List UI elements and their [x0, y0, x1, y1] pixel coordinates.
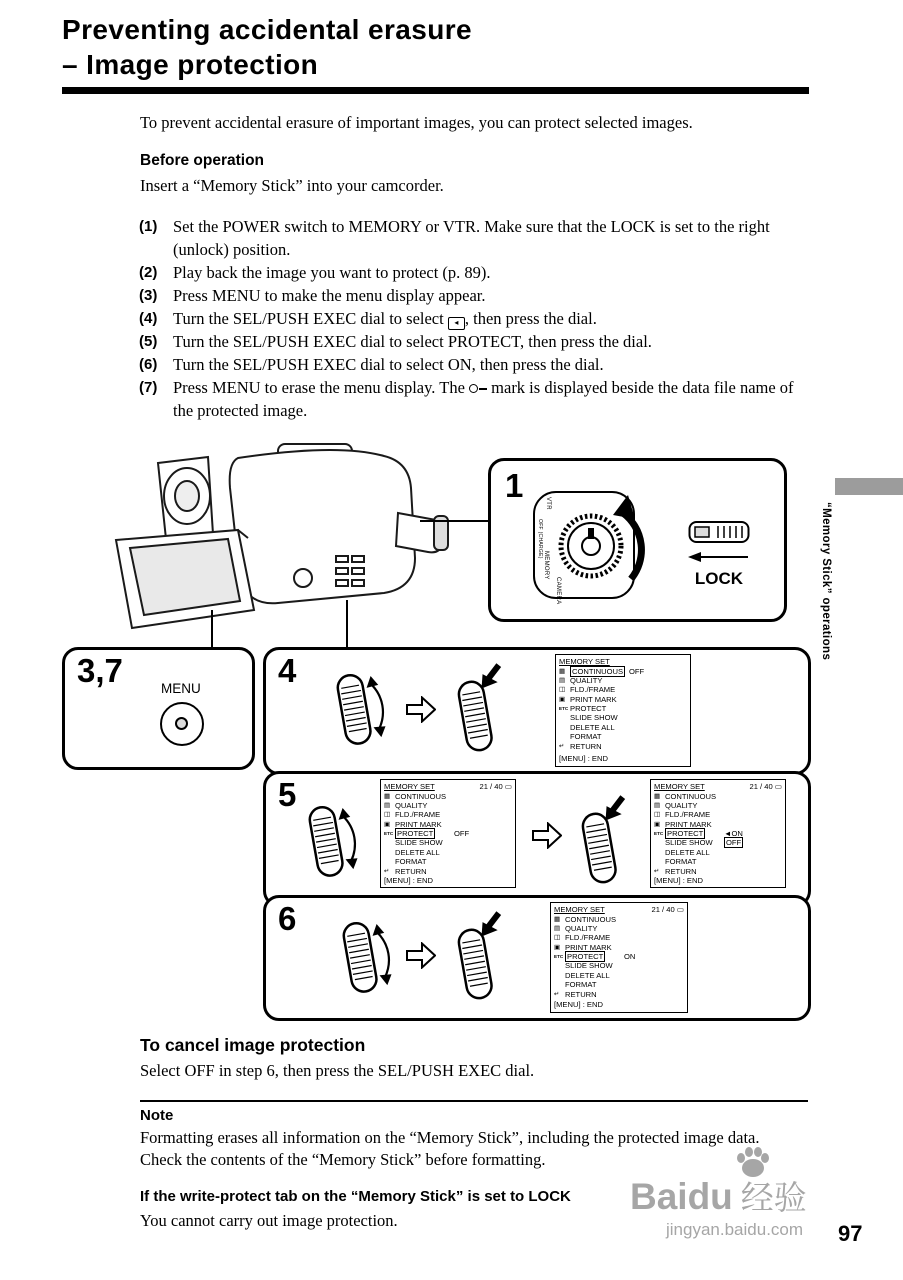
menu-item [570, 667, 627, 677]
step-number: (6) [139, 356, 158, 373]
menu-item [565, 961, 622, 971]
figure-box-3-7 [62, 647, 255, 770]
menu-row [554, 990, 684, 999]
menu-item-label: RETURN [395, 866, 427, 876]
figure-number-3-7: 3,7 [77, 652, 123, 689]
menu-item-label: RETURN [565, 989, 597, 999]
menu-screen-5-before [380, 779, 516, 888]
quality-icon: ▤ [384, 801, 391, 809]
baidu-brand [630, 1172, 807, 1219]
menu-item [665, 792, 722, 802]
return-icon: ↵ [384, 867, 390, 875]
sel-push-exec-dial-press-icon [574, 790, 645, 890]
step-number: (2) [139, 264, 158, 281]
menu-item-label: QUALITY [395, 800, 428, 810]
menu-item-label: CONTINUOUS [665, 791, 717, 801]
figure-box-1 [488, 458, 787, 622]
menu-screen-4 [555, 654, 691, 767]
menu-item-label: PRINT MARK [665, 819, 712, 829]
menu-item [570, 713, 627, 723]
menu-item-label: RETURN [570, 741, 602, 751]
image-counter: 21 / 40 ▭ [479, 782, 512, 791]
menu-item [665, 838, 722, 848]
next-step-arrow-icon [406, 942, 436, 969]
menu-item [570, 685, 627, 695]
menu-item-label: FLD./FRAME [665, 810, 711, 820]
menu-item-label: PROTECT [397, 829, 434, 839]
menu-row [654, 810, 782, 819]
screen-title: MEMORY SET [559, 657, 610, 666]
menu-row [654, 839, 782, 848]
cancel-protection-text: Select OFF in step 6, then press the SEL/PUSH EXEC dial. [140, 1061, 535, 1080]
menu-item [395, 848, 452, 858]
menu-item-label: QUALITY [565, 923, 598, 933]
lock-switch-icon [688, 519, 750, 545]
title-rule [62, 87, 809, 94]
menu-item [565, 933, 622, 943]
menu-item-label: SLIDE SHOW [570, 713, 618, 723]
step-text: Press MENU to make the menu display appear. [173, 286, 486, 305]
menu-item-label: FORMAT [565, 980, 597, 990]
menu-item-label: QUALITY [570, 675, 603, 685]
menu-item [565, 990, 622, 1000]
menu-item-value-cell [454, 829, 469, 839]
step-item [139, 261, 807, 284]
etc-icon: ETC [384, 831, 394, 837]
note-text: Formatting erases all information on the “Memory Stick”, including the protected image data. Check the contents of the “Memory Stick” before formatting. [140, 1128, 760, 1169]
menu-item [395, 801, 452, 811]
print-mark-icon: ▣ [559, 695, 566, 703]
screen-header [384, 782, 512, 792]
menu-item-label: FORMAT [395, 857, 427, 867]
menu-item-label: FORMAT [665, 857, 697, 867]
write-protect-text: You cannot carry out image protection. [140, 1211, 398, 1230]
menu-button [160, 702, 204, 746]
step-text: Set the POWER switch to MEMORY or VTR. Make sure that the LOCK is set to the right (unlock) position. [173, 217, 770, 259]
quality-icon: ▤ [554, 924, 561, 932]
step-item [139, 330, 807, 353]
menu-item [665, 848, 722, 858]
menu-row [384, 792, 512, 801]
menu-item [395, 857, 452, 867]
menu-item-value-cell [724, 838, 743, 848]
menu-item-label: PRINT MARK [395, 819, 442, 829]
note-divider [140, 1100, 808, 1102]
menu-row [554, 933, 684, 942]
power-label-vtr: VTR [545, 497, 551, 510]
figures-area [0, 430, 903, 1030]
screen-title: MEMORY SET [384, 782, 435, 791]
lock-label: LOCK [694, 569, 744, 588]
step-item [139, 307, 807, 330]
figure-number-1: 1 [505, 467, 524, 504]
menu-row [654, 801, 782, 810]
menu-row [559, 742, 687, 751]
etc-icon: ETC [559, 706, 569, 712]
step-text: Play back the image you want to protect (p. 89). [173, 263, 491, 282]
menu-item [665, 801, 722, 811]
menu-item-value: ON [624, 952, 636, 962]
menu-row [654, 792, 782, 801]
quality-icon: ▤ [654, 801, 661, 809]
page-title-line2: – Image protection [62, 49, 319, 80]
menu-item [565, 915, 622, 925]
menu-item [570, 723, 627, 733]
menu-item [570, 676, 627, 686]
note-heading: Note [140, 1107, 174, 1124]
power-label-off-charge: OFF (CHARGE) [537, 519, 543, 559]
step-item [139, 284, 807, 307]
screen-title: MEMORY SET [554, 905, 605, 914]
baidu-watermark-url: jingyan.baidu.com [666, 1220, 804, 1239]
step-item [139, 376, 807, 422]
menu-item-label: SLIDE SHOW [395, 838, 443, 848]
menu-item-label: PROTECT [667, 829, 704, 839]
step-text: Press MENU to erase the menu display. The mark is displayed beside the data file name of the protected image. [173, 378, 794, 420]
chapter-tab-bar [835, 478, 903, 495]
steps-list [139, 215, 807, 422]
figure-box-4 [263, 647, 811, 775]
menu-item-value-cell [624, 952, 635, 962]
step-item [139, 353, 807, 376]
menu-item [665, 857, 722, 867]
image-counter: 21 / 40 ▭ [651, 905, 684, 914]
menu-item [665, 867, 722, 877]
lock-switch-unit [687, 519, 751, 589]
menu-row [554, 962, 684, 971]
menu-row [559, 695, 687, 704]
menu-item-value: OFF [726, 838, 742, 848]
menu-row [554, 980, 684, 989]
menu-item-label: PRINT MARK [570, 694, 617, 704]
step-number: (5) [139, 333, 158, 350]
page-title [62, 12, 822, 82]
menu-item-value: OFF [454, 829, 470, 839]
figure-box-5 [263, 771, 811, 907]
fld-frame-icon: ◫ [554, 934, 561, 942]
continuous-icon: ▦ [559, 667, 566, 675]
print-mark-icon: ▣ [384, 820, 391, 828]
chapter-sidebar-text: “Memory Stick” operations [820, 502, 832, 661]
connector-line-box37 [211, 610, 213, 647]
step-number: (3) [139, 287, 158, 304]
etc-icon: ETC [654, 831, 664, 837]
screen-footer: [MENU] : END [559, 754, 608, 764]
screen-footer: [MENU] : END [554, 1000, 603, 1010]
power-label-memory: MEMORY [543, 551, 549, 580]
screen-footer: [MENU] : END [384, 876, 433, 886]
screen-header [554, 905, 684, 915]
menu-item-label: SLIDE SHOW [565, 961, 613, 971]
protect-mark-key-icon [469, 384, 487, 394]
menu-item-label: DELETE ALL [395, 847, 440, 857]
etc-icon: ETC [554, 954, 564, 960]
menu-row [559, 676, 687, 685]
step-number: (7) [139, 379, 158, 396]
menu-item [570, 742, 627, 752]
menu-item [665, 810, 722, 820]
sel-push-exec-dial-press-icon [450, 658, 521, 758]
menu-row [554, 952, 684, 961]
menu-row [654, 857, 782, 866]
lock-direction-arrow-icon [688, 551, 750, 563]
sel-push-exec-dial-turn-icon [330, 659, 393, 758]
sel-push-exec-dial-turn-icon [302, 791, 365, 890]
print-mark-icon: ▣ [654, 820, 661, 828]
menu-screen-5-after [650, 779, 786, 888]
image-counter: 21 / 40 ▭ [749, 782, 782, 791]
figure-number-4: 4 [278, 652, 297, 689]
step-item [139, 215, 807, 261]
next-step-arrow-icon [406, 696, 436, 723]
next-step-arrow-icon [532, 822, 562, 849]
connector-line-box1 [420, 520, 488, 522]
menu-item-label: DELETE ALL [565, 970, 610, 980]
menu-item [395, 867, 452, 877]
menu-item-label: RETURN [665, 866, 697, 876]
menu-row [384, 857, 512, 866]
menu-item-label: DELETE ALL [665, 847, 710, 857]
step-text: Turn the SEL/PUSH EXEC dial to select ◂ , then press the dial. [173, 309, 597, 328]
sel-push-exec-dial-turn-icon [336, 907, 399, 1006]
write-protect-heading: If the write-protect tab on the “Memory Stick” is set to LOCK [140, 1188, 571, 1205]
menu-item [665, 829, 722, 839]
print-mark-icon: ▣ [554, 943, 561, 951]
menu-item-label: FLD./FRAME [395, 810, 441, 820]
menu-row [384, 810, 512, 819]
menu-item-label: PROTECT [570, 704, 607, 714]
menu-item-label: CONTINUOUS [565, 914, 617, 924]
fld-frame-icon: ◫ [654, 811, 661, 819]
menu-row [384, 867, 512, 876]
menu-item-label: PRINT MARK [565, 942, 612, 952]
menu-item-value: ◄ON [724, 829, 743, 839]
connector-line-box4 [346, 600, 348, 647]
power-switch-unit [531, 489, 649, 603]
return-icon: ↵ [554, 990, 560, 998]
page-title-line1: Preventing accidental erasure [62, 14, 472, 45]
cancel-protection-heading: To cancel image protection [140, 1035, 366, 1055]
camcorder-illustration [88, 438, 466, 650]
menu-item [395, 838, 452, 848]
baidu-brand-en: Baidu [630, 1176, 733, 1217]
menu-item-label: DELETE ALL [570, 722, 615, 732]
menu-item [395, 792, 452, 802]
menu-item [565, 971, 622, 981]
figure-number-5: 5 [278, 776, 297, 813]
menu-item [565, 980, 622, 990]
menu-row [559, 723, 687, 732]
before-operation-heading: Before operation [140, 152, 265, 169]
menu-item [570, 695, 627, 705]
fld-frame-icon: ◫ [559, 686, 566, 694]
power-label-camera: CAMERA [555, 577, 561, 605]
menu-item [395, 829, 452, 839]
menu-item-label: CONTINUOUS [572, 666, 624, 676]
page-number: 97 [838, 1221, 863, 1246]
screen-footer: [MENU] : END [654, 876, 703, 886]
menu-item [395, 810, 452, 820]
screen-title: MEMORY SET [654, 782, 705, 791]
menu-row [559, 704, 687, 713]
menu-row [554, 915, 684, 924]
menu-row [384, 848, 512, 857]
menu-item-label: QUALITY [665, 800, 698, 810]
menu-row [384, 829, 512, 838]
menu-row [554, 971, 684, 980]
step-number: (4) [139, 310, 158, 327]
menu-item-label: SLIDE SHOW [665, 838, 713, 848]
menu-row [559, 685, 687, 694]
menu-item-value-cell [629, 667, 644, 677]
step-text: Turn the SEL/PUSH EXEC dial to select PROTECT, then press the dial. [173, 332, 652, 351]
return-icon: ↵ [559, 742, 565, 750]
menu-item-value: OFF [629, 666, 645, 676]
menu-item [570, 732, 627, 742]
step-number: (1) [139, 218, 158, 235]
return-icon: ↵ [654, 867, 660, 875]
baidu-watermark [630, 1150, 850, 1250]
step-text: Turn the SEL/PUSH EXEC dial to select ON, then press the dial. [173, 355, 604, 374]
menu-item-label: CONTINUOUS [395, 791, 447, 801]
memory-stick-tab-icon: ◂ [448, 317, 465, 330]
menu-button-label: MENU [161, 681, 201, 696]
intro-text: To prevent accidental erasure of important images, you can protect selected images. [140, 113, 693, 132]
menu-item [565, 924, 622, 934]
menu-item-label: FLD./FRAME [570, 685, 616, 695]
continuous-icon: ▦ [654, 792, 661, 800]
menu-item-label: FORMAT [570, 732, 602, 742]
menu-item [565, 952, 622, 962]
sel-push-exec-dial-press-icon [450, 906, 521, 1006]
menu-screen-6 [550, 902, 688, 1013]
menu-item-label: FLD./FRAME [565, 933, 611, 943]
menu-row [384, 839, 512, 848]
menu-row [384, 801, 512, 810]
fld-frame-icon: ◫ [384, 811, 391, 819]
figure-box-6 [263, 895, 811, 1021]
menu-row [559, 714, 687, 723]
before-operation-text: Insert a “Memory Stick” into your camcorder. [140, 176, 444, 195]
menu-row [554, 924, 684, 933]
screen-header [654, 782, 782, 792]
menu-row [654, 829, 782, 838]
quality-icon: ▤ [559, 676, 566, 684]
menu-row [559, 667, 687, 676]
menu-row [654, 848, 782, 857]
continuous-icon: ▦ [384, 792, 391, 800]
menu-item-label: PROTECT [567, 952, 604, 962]
baidu-brand-cn: 经验 [740, 1178, 807, 1217]
menu-row [559, 732, 687, 741]
figure-number-6: 6 [278, 900, 297, 937]
menu-button-dot [175, 717, 188, 730]
menu-row [654, 867, 782, 876]
continuous-icon: ▦ [554, 915, 561, 923]
menu-item [570, 704, 627, 714]
